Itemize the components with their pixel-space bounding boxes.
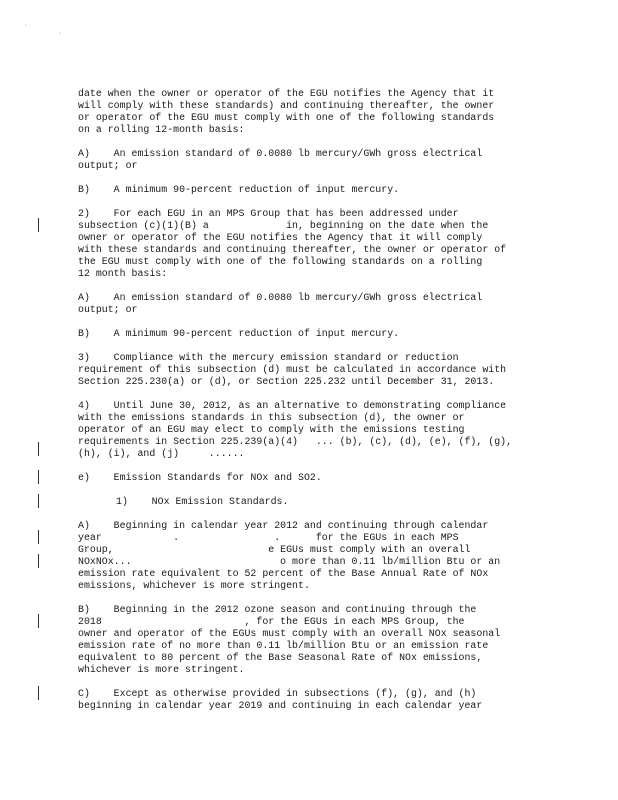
change-bar [38,442,39,456]
text-line: NOxNOx... o more than 0.11 lb/million Btu or an [78,556,501,567]
text-line: with the emissions standards in this subsection (d), the owner or [78,412,465,423]
subsection-heading: 1) NOx Emission Standards. [116,496,289,507]
text-line: Group, e EGUs must comply with an overall [78,544,471,555]
text-line: B) A minimum 90-percent reduction of input mercury. [78,184,400,195]
text-line: owner or operator of the EGU notifies the Agency that it will comply [78,232,483,243]
change-bar [38,554,39,568]
change-bar [38,218,39,232]
text-line: requirements in Section 225.239(a)(4) ... (b), (c), (d), (e), (f), (g), [78,436,513,447]
text-line: date when the owner or operator of the EGU notifies the Agency that it [78,88,495,99]
text-line: output; or [78,304,138,315]
text-line: 4) Until June 30, 2012, as an alternative to demonstrating compliance [78,400,507,411]
text-line: 2018 , for the EGUs in each MPS Group, the [78,616,465,627]
change-bar [38,494,39,508]
change-bar [38,530,39,544]
text-line: or operator of the EGU must comply with one of the following standards [78,112,495,123]
text-line: B) A minimum 90-percent reduction of input mercury. [78,328,400,339]
text-line: requirement of this subsection (d) must be calculated in accordance with [78,364,507,375]
text-line: output; or [78,160,138,171]
text-line: with these standards and continuing thereafter, the owner or operator of [78,244,507,255]
section-heading: e) Emission Standards for NOx and SO2. [78,472,322,483]
change-bar [38,470,39,484]
text-line: 2) For each EGU in an MPS Group that has been addressed under [78,208,459,219]
text-line: on a rolling 12-month basis: [78,124,245,135]
text-line: 3) Compliance with the mercury emission standard or reduction [78,352,459,363]
text-line: will comply with these standards) and continuing thereafter, the owner [78,100,495,111]
scan-speck: · [24,22,28,29]
text-line: beginning in calendar year 2019 and continuing in each calendar year [78,700,483,711]
text-line: operator of an EGU may elect to comply with the emissions testing [78,424,465,435]
text-line: equivalent to 80 percent of the Base Seasonal Rate of NOx emissions, [78,652,483,663]
text-line: 12 month basis: [78,268,168,279]
text-line: C) Except as otherwise provided in subsections (f), (g), and (h) [78,688,477,699]
text-line: B) Beginning in the 2012 ozone season and continuing through the [78,604,477,615]
text-line: (h), (i), and (j) ...... [78,448,245,459]
text-line: A) An emission standard of 0.0080 lb mercury/GWh gross electrical [78,292,483,303]
text-line: emission rate equivalent to 52 percent of the Base Annual Rate of NOx [78,568,489,579]
scan-speck: · [58,30,62,37]
text-line: owner and operator of the EGUs must comply with an overall NOx seasonal [78,628,501,639]
text-line: A) Beginning in calendar year 2012 and continuing through calendar [78,520,489,531]
text-line: emissions, whichever is more stringent. [78,580,310,591]
change-bar [38,686,39,700]
text-line: whichever is more stringent. [78,664,245,675]
text-line: Section 225.230(a) or (d), or Section 225.232 until December 31, 2013. [78,376,495,387]
text-line: year . . for the EGUs in each MPS [78,532,459,543]
text-line: the EGU must comply with one of the following standards on a rolling [78,256,483,267]
change-bar [38,614,39,628]
text-line: A) An emission standard of 0.0080 lb mercury/GWh gross electrical [78,148,483,159]
text-line: subsection (c)(1)(B) a in, beginning on the date when the [78,220,489,231]
text-line: emission rate of no more than 0.11 lb/million Btu or an emission rate [78,640,489,651]
